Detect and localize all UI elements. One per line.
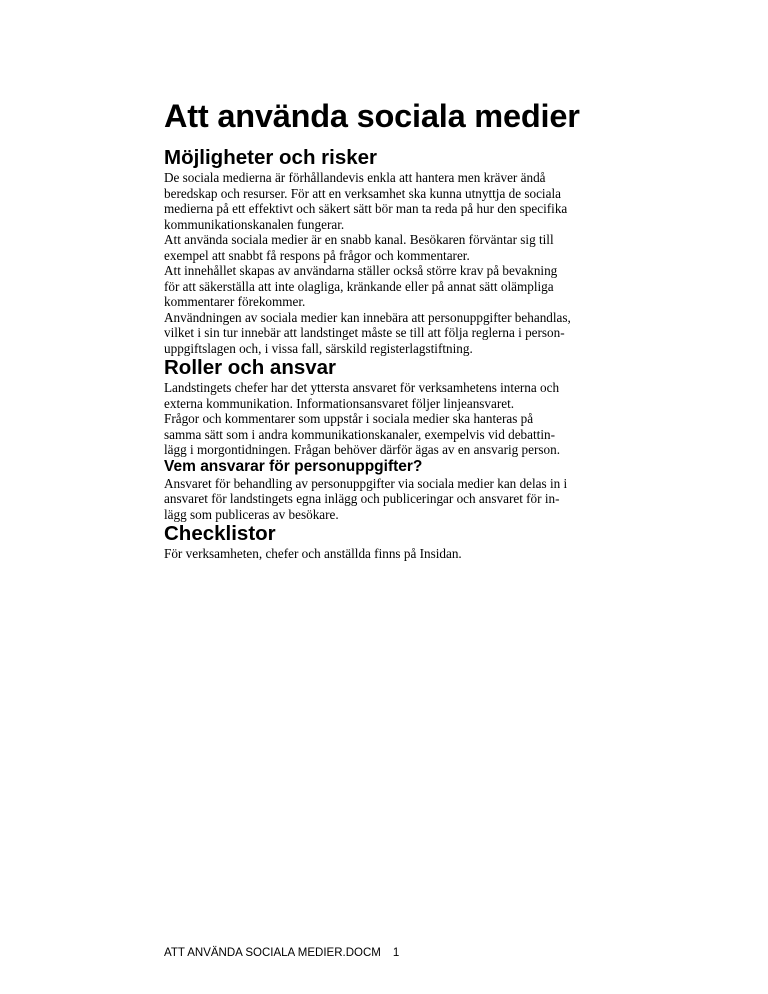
body-line: Att använda sociala medier är en snabb kanal. Besökaren förväntar sig till xyxy=(164,232,554,247)
document-page xyxy=(164,96,614,562)
body-line: kommunikationskanalen fungerar. xyxy=(164,216,345,232)
footer-filename: ATT ANVÄNDA SOCIALA MEDIER.DOCM xyxy=(164,947,381,959)
body-line: beredskap och resurser. För att en verksamhet ska kunna utnyttja de sociala xyxy=(164,185,561,201)
body-line: samma sätt som i andra kommunikationskanaler, exempelvis vid debattin- xyxy=(164,426,555,442)
body-line: medierna på ett effektivt och säkert sätt bör man ta reda på hur den specifika xyxy=(164,201,568,216)
section-heading-roller: Roller och ansvar xyxy=(164,356,337,379)
page-footer xyxy=(164,946,399,960)
body-line: för att säkerställa att inte olagliga, kränkande eller på annat sätt olämpliga xyxy=(164,278,554,294)
subsection-body-personuppgifter xyxy=(164,476,614,523)
footer-page-number: 1 xyxy=(392,947,400,959)
section-heading-checklistor: Checklistor xyxy=(164,522,276,545)
body-line: Användningen av sociala medier kan innebära att personuppgifter behandlas, xyxy=(164,309,571,325)
body-line: lägg i morgontidningen. Frågan behöver därför ägas av en ansvarig person. xyxy=(164,442,560,457)
body-line: Ansvaret för behandling av personuppgifter via sociala medier kan delas in i xyxy=(164,475,568,491)
section-body-checklistor xyxy=(164,546,614,562)
section-heading-mojligheter: Möjligheter och risker xyxy=(164,146,378,169)
body-line: kommentarer förekommer. xyxy=(164,294,306,309)
body-line: Landstingets chefer har det yttersta ansvaret för verksamhetens interna och xyxy=(164,380,560,395)
subsection-heading-personuppgifter: Vem ansvarar för personuppgifter? xyxy=(164,457,423,475)
section-body-mojligheter xyxy=(164,170,614,356)
body-line: ansvaret för landstingets egna inlägg och publiceringar och ansvaret för in- xyxy=(164,491,560,506)
body-line: Frågor och kommentarer som uppstår i sociala medier ska hanteras på xyxy=(164,411,534,426)
section-body-roller xyxy=(164,380,614,458)
body-line: vilket i sin tur innebär att landstinget måste se till att följa reglerna i person- xyxy=(164,325,565,340)
body-line: externa kommunikation. Informationsansvaret följer linjeansvaret. xyxy=(164,395,515,411)
body-line: För verksamheten, chefer och anställda finns på Insidan. xyxy=(164,546,462,561)
body-line: uppgiftslagen och, i vissa fall, särskild registerlagstiftning. xyxy=(164,340,473,356)
body-line: De sociala medierna är förhållandevis enkla att hantera men kräver ändå xyxy=(164,170,546,185)
body-line: exempel att snabbt få respons på frågor och kommentarer. xyxy=(164,247,470,263)
document-title: Att använda sociala medier xyxy=(164,98,580,134)
body-line: lägg som publiceras av besökare. xyxy=(164,506,339,522)
body-line: Att innehållet skapas av användarna ställer också större krav på bevakning xyxy=(164,263,558,278)
